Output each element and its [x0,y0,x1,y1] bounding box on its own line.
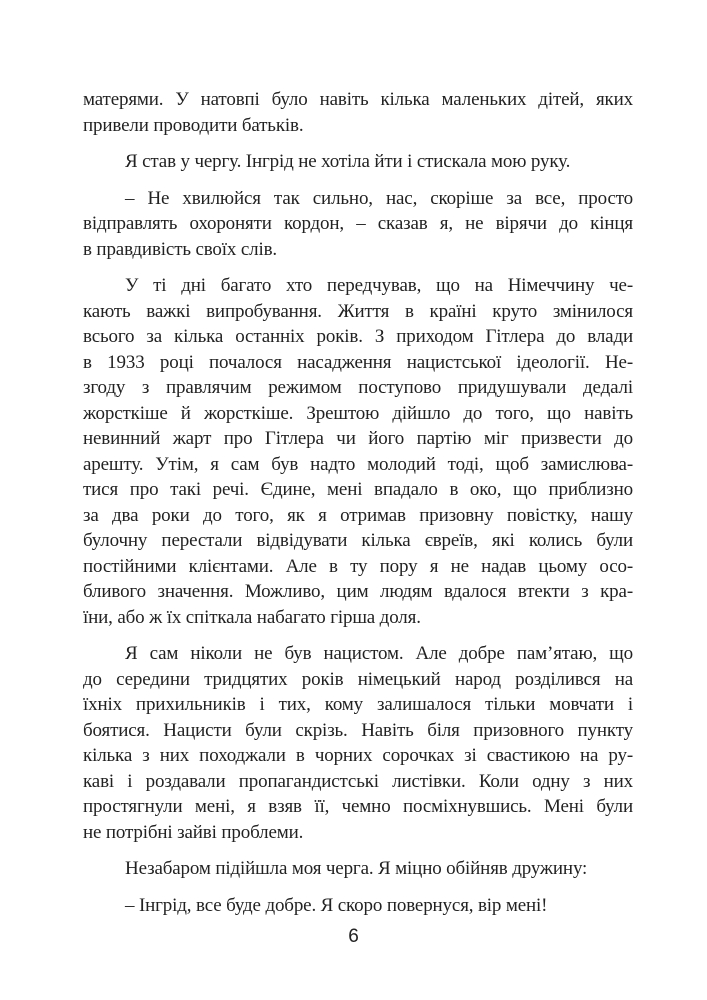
text-line: каві і роздавали пропагандистські листівки. Коли одну з них [83,770,633,792]
text-line: в 1933 році почалося насадження нацистської ідеології. Не- [83,351,633,373]
text-line: постійними клієнтами. Але в ту пору я не надав цьому осо- [83,555,633,577]
text-line: жорсткіше й жорсткіше. Зрештою дійшло до того, що навіть [83,402,633,424]
paragraph [83,856,633,882]
page-body [83,87,633,918]
paragraph [83,149,633,175]
text-line: привели проводити батьків. [83,114,304,136]
text-line: за два роки до того, як я отримав призовну повістку, нашу [83,504,633,526]
text-line: боятися. Нацисти були скрізь. Навіть біля призовного пункту [83,719,633,741]
text-line: – Інгрід, все буде добре. Я скоро повернуся, вір мені! [125,894,548,916]
text-line: бливого значення. Можливо, цим людям вдалося втекти з кра- [83,581,633,602]
text-line: не потрібні зайві проблеми. [83,821,304,843]
text-line: тися про такі речі. Єдине, мені впадало в око, що приблизно [83,479,633,500]
paragraph [83,641,633,845]
text-line: кілька з них походжали в чорних сорочках зі свастикою на ру- [83,745,633,766]
text-line: до середини тридцятих років німецький народ розділився на [83,668,633,690]
paragraph [83,273,633,630]
page-number: 6 [348,926,359,947]
text-line: Я сам ніколи не був нацистом. Але добре пам’ятаю, що [125,643,633,664]
text-line: невинний жарт про Гітлера чи його партію міг призвести до [83,428,633,449]
paragraph [83,186,633,263]
text-line: булочну перестали відвідувати кілька євреїв, які колись були [83,530,633,551]
text-line: відправлять охороняти кордон, – сказав я, не вірячи до кінця [83,213,633,234]
text-line: Незабаром підійшла моя черга. Я міцно обійняв дружину: [125,858,588,879]
text-line: всього за кілька останніх років. З приходом Гітлера до влади [83,326,633,347]
text-line: матерями. У натовпі було навіть кілька маленьких дітей, яких [83,89,633,110]
text-line: в правдивість своїх слів. [83,238,278,260]
text-line: їхніх прихильників і тих, кому залишалося тільки мовчати і [83,694,633,715]
paragraph [83,893,633,919]
text-line: арешту. Утім, я сам був надто молодий тоді, щоб замислюва- [83,453,633,475]
text-line: У ті дні багато хто передчував, що на Німеччину че- [125,275,633,296]
paragraph [83,87,633,138]
text-line: їни, або ж їх спіткала набагато гірша доля. [83,606,421,628]
text-line: Я став у чергу. Інгрід не хотіла йти і стискала мою руку. [125,151,571,172]
text-line: простягнули мені, я взяв її, чемно посміхнувшись. Мені були [83,796,633,817]
text-line: згоду з правлячим режимом поступово придушували дедалі [83,377,633,398]
text-line: – Не хвилюйся так сильно, нас, скоріше за все, просто [125,187,633,209]
text-line: кають важкі випробування. Життя в країні круто змінилося [83,300,633,322]
